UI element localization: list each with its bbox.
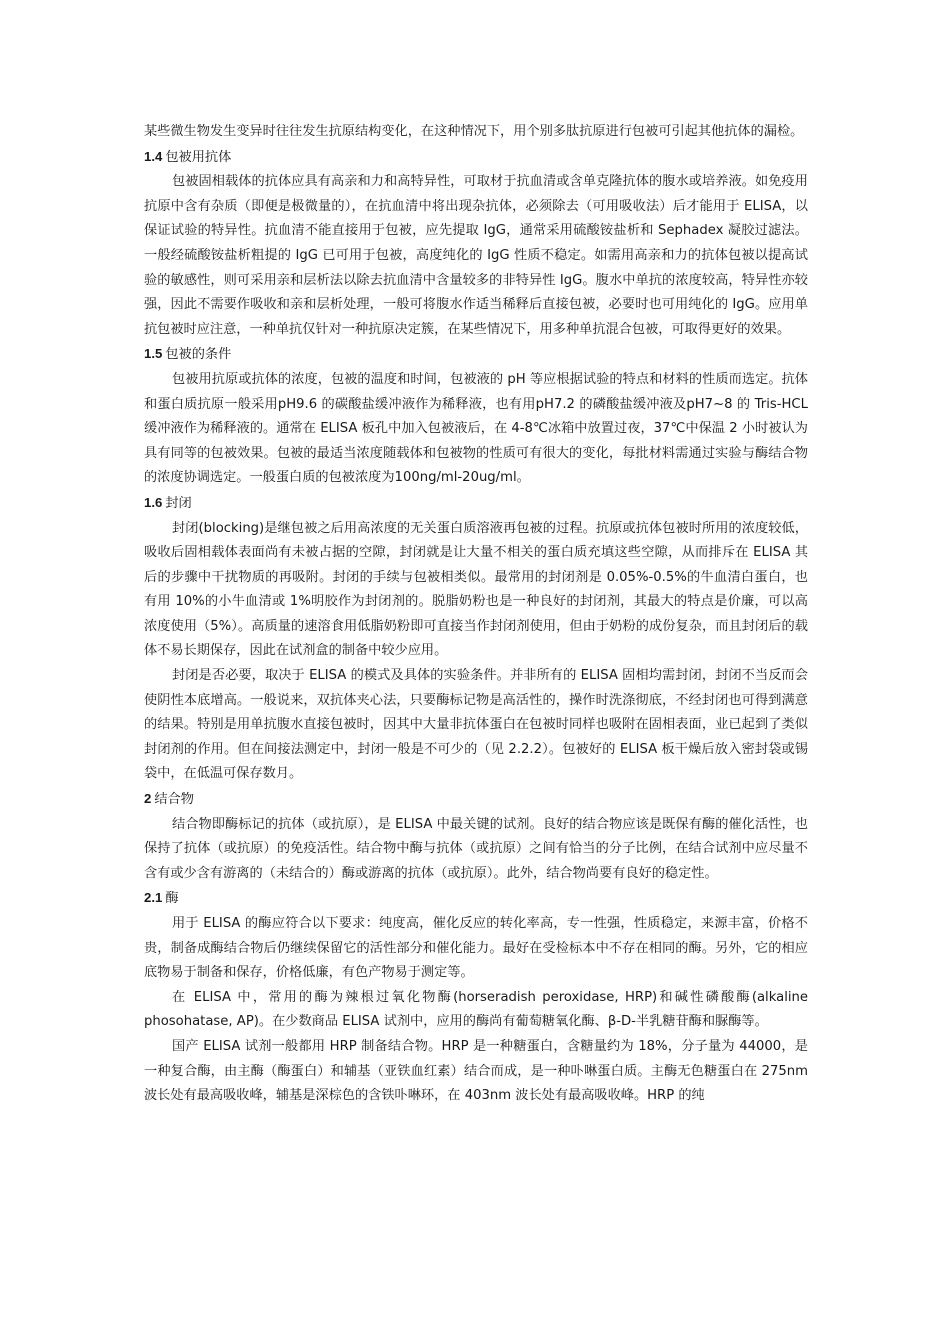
section-heading xyxy=(144,886,808,912)
paragraph: 结合物即酶标记的抗体（或抗原），是 ELISA 中最关键的试剂。良好的结合物应该是既保有酶的催化活性，也保持了抗体（或抗原）的免疫活性。结合物中酶与抗体（或抗原）之间有恰当的分子比例，在结合试剂中应尽量不含有或少含有游离的（未结合的）酶或游离的抗体（或抗原）。此外，结合物尚要有良好的稳定性。 xyxy=(144,816,808,881)
paragraph: 包被用抗原或抗体的浓度，包被的温度和时间，包被液的 pH 等应根据试验的特点和材料的性质而选定。抗体和蛋白质抗原一般采用pH9.6 的碳酸盐缓冲液作为稀释液，也有用pH7.2 的磷酸盐缓冲液及pH7~8 的 Tris-HCL 缓冲液作为稀释液的。通常在 ELISA 板孔中加入包被液后，在 4-8℃冰箱中放置过夜，37℃中保温 2 小时被认为具有同等的包被效果。包被的最适当浓度随载体和包被物的性质可有很大的变化，每批材料需通过实验与酶结合物的浓度协调选定。一般蛋白质的包被浓度为100ng/ml-20ug/ml。 xyxy=(144,371,808,486)
section-title: 封闭 xyxy=(165,495,192,511)
section-title: 酶 xyxy=(165,891,179,907)
paragraph: 在 ELISA 中，常用的酶为辣根过氧化物酶(horseradish peroxidase, HRP)和碱性磷酸酶(alkaline phosohatase, AP)。在少数商品 ELISA 试剂中，应用的酶尚有葡萄糖氧化酶、β-D-半乳糖苷酶和脲酶等。 xyxy=(144,989,808,1030)
section-heading xyxy=(144,342,808,368)
section-heading xyxy=(144,787,808,813)
section-heading xyxy=(144,145,808,171)
section-title: 结合物 xyxy=(154,792,194,808)
section-number: 1.4 xyxy=(144,148,163,164)
paragraph: 封闭(blocking)是继包被之后用高浓度的无关蛋白质溶液再包被的过程。抗原或抗体包被时所用的浓度较低，吸收后固相载体表面尚有未被占据的空隙，封闭就是让大量不相关的蛋白质充填这些空隙，从而排斥在 ELISA 其后的步骤中干扰物质的再吸附。封闭的手续与包被相类似。最常用的封闭剂是 0.05%-0.5%的牛血清白蛋白，也有用 10%的小牛血清或 1%明胶作为封闭剂的。脱脂奶粉也是一种良好的封闭剂，其最大的特点是价廉，可以高浓度使用（5%）。高质量的速溶食用低脂奶粉即可直接当作封闭剂使用，但由于奶粉的成份复杂，而且封闭后的载体不易长期保存，因此在试剂盒的制备中较少应用。 xyxy=(144,520,808,659)
section-title: 包被的条件 xyxy=(165,347,232,363)
section-number: 2.1 xyxy=(144,890,163,906)
section-heading xyxy=(144,491,808,517)
section-number: 1.6 xyxy=(144,494,163,510)
paragraph: 某些微生物发生变异时往往发生抗原结构变化，在这种情况下，用个别多肽抗原进行包被可引起其他抗体的漏检。 xyxy=(144,124,804,139)
paragraph: 包被固相载体的抗体应具有高亲和力和高特异性，可取材于抗血清或含单克隆抗体的腹水或培养液。如免疫用抗原中含有杂质（即便是极微量的），在抗血清中将出现杂抗体，必须除去（可用吸收法）后才能用于 ELISA，以保证试验的特异性。抗血清不能直接用于包被，应先提取 IgG，通常采用硫酸铵盐析和 Sephadex 凝胶过滤法。一般经硫酸铵盐析粗提的 IgG 已可用于包被，高度纯化的 IgG 性质不稳定。如需用高亲和力的抗体包被以提高试验的敏感性，则可采用亲和层析法以除去抗血清中含量较多的非特异性 IgG。腹水中单抗的浓度较高，特异性亦较强，因此不需要作吸收和亲和层析处理，一般可将腹水作适当稀释后直接包被，必要时也可用纯化的 IgG。应用单抗包被时应注意，一种单抗仅针对一种抗原决定簇，在某些情况下，用多种单抗混合包被，可取得更好的效果。 xyxy=(144,174,808,337)
section-number: 2 xyxy=(144,791,152,807)
paragraph: 国产 ELISA 试剂一般都用 HRP 制备结合物。HRP 是一种糖蛋白，含糖量约为 18%，分子量为 44000，是一种复合酶，由主酶（酶蛋白）和辅基（亚铁血红素）结合而成，是一种卟啉蛋白质。主酶无色糖蛋白在 275nm 波长处有最高吸收峰，辅基是深棕色的含铁卟啉环，在 403nm 波长处有最高吸收峰。HRP 的纯 xyxy=(144,1038,808,1104)
section-title: 包被用抗体 xyxy=(165,149,232,165)
section-number: 1.5 xyxy=(144,346,163,362)
paragraph: 封闭是否必要，取决于 ELISA 的模式及具体的实验条件。并非所有的 ELISA 固相均需封闭，封闭不当反而会使阴性本底增高。一般说来，双抗体夹心法，只要酶标记物是高活性的，操作时洗涤彻底，不经封闭也可得到满意的结果。特别是用单抗腹水直接包被时，因其中大量非抗体蛋白在包被时同样也吸附在固相表面，业已起到了类似封闭剂的作用。但在间接法测定中，封闭一般是不可少的（见 2.2.2）。包被好的 ELISA 板干燥后放入密封袋或锡袋中，在低温可保存数月。 xyxy=(144,668,808,782)
paragraph: 用于 ELISA 的酶应符合以下要求：纯度高，催化反应的转化率高，专一性强，性质稳定，来源丰富，价格不贵，制备成酶结合物后仍继续保留它的活性部分和催化能力。最好在受检标本中不存在相同的酶。另外，它的相应底物易于制备和保存，价格低廉，有色产物易于测定等。 xyxy=(144,916,808,981)
document-body xyxy=(144,120,808,1109)
